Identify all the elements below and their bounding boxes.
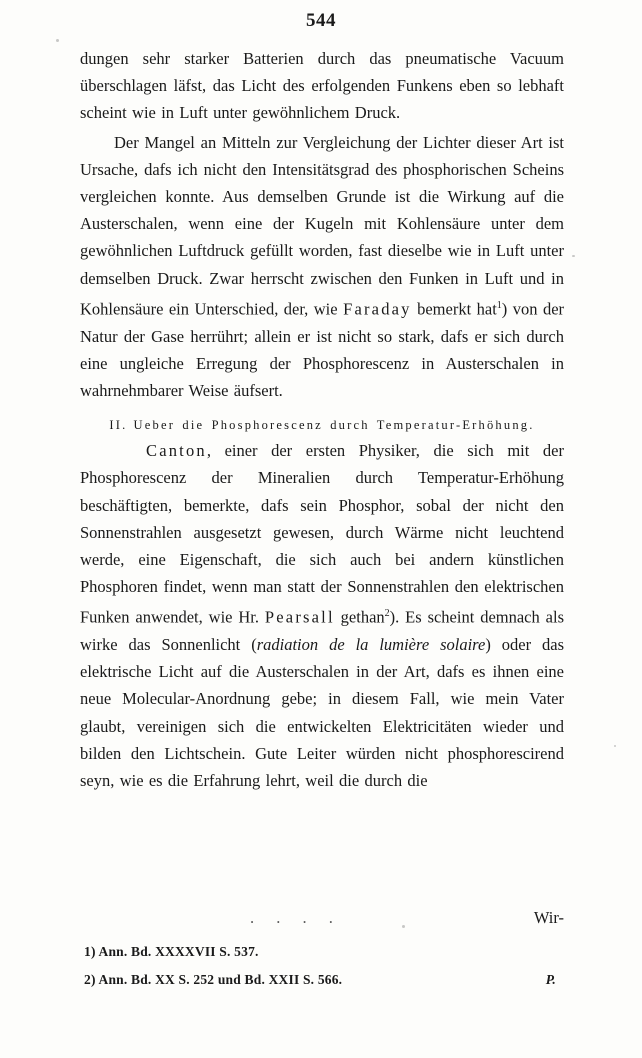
french-phrase: radiation de la lumière solaire xyxy=(256,635,486,655)
paragraph-canton xyxy=(80,437,564,794)
section-title: Ueber die Phosphorescenz durch Temperatur-Erhöhung. xyxy=(133,418,535,433)
page-body xyxy=(80,45,564,794)
paragraph-mangel-text: Der Mangel an Mitteln zur Vergleichung der Lichter dieser Art ist Ursache, dafs ich nicht den Intensitätsgrad des phosphorischen Scheins vergleichen konnte. Aus demselben Grunde ist die Wirkung auf die Austerschalen, wenn eine der Kugeln mit Kohlensäure unter dem gewöhnlichen Luftdruck gefüllt worden, fast dieselbe wie in Luft unter demselben Druck. Zwar herrscht zwischen den Funken in Luft und in Kohlensäure ein Unterschied, der, wie xyxy=(80,132,564,319)
footnote-marker-2[interactable]: 2 xyxy=(384,608,390,620)
footnote-text: Ann. Bd. XXXXVII S. 537. xyxy=(98,944,259,959)
section-number: II. xyxy=(109,418,128,433)
footnote-block xyxy=(84,938,564,994)
footnote-marker-1[interactable]: 1 xyxy=(496,299,502,311)
author-name-canton: Canton xyxy=(146,441,207,461)
footnote-item xyxy=(84,966,564,994)
author-name-faraday: Faraday xyxy=(343,299,412,319)
paragraph-canton-seg4: ) oder das elektrische Licht auf die Austerschalen in der Art, dafs es ihnen eine neue Molecular-Anordnung gebe; in diesem Fall, wie mein Vater glaubt, vereinigen sich die entwickelten Elektricitäten wieder und bilden den Lichtschein. Gute Leiter würden nicht phosphorescirend seyn, wie es die Erfahrung lehrt, weil die durch die xyxy=(80,635,564,791)
page-number: 544 xyxy=(306,10,336,31)
paragraph-canton-seg2: gethan xyxy=(340,607,385,627)
paragraph-continuation: dungen sehr starker Batterien durch das pneumatische Vacuum überschlagen läfst, das Licht des erfolgenden Funkens eben so lebhaft scheint wie in Luft unter gewöhnlichem Druck. xyxy=(80,49,564,123)
footnote-marker: 1) xyxy=(84,944,96,959)
paragraph-mangel-rest: ) von der Natur der Gase herrührt; allein er ist nicht so stark, dafs er sich durch eine ungleiche Erregung der Phosphorescenz in Austerschalen in wahrnehmbarer Weise äufsert. xyxy=(80,299,565,400)
footnote-signature: P. xyxy=(545,972,556,987)
footnote-marker: 2) xyxy=(84,972,96,987)
paper-speck xyxy=(614,745,616,747)
footnote-text: Ann. Bd. XX S. 252 und Bd. XXII S. 566. xyxy=(98,972,343,987)
paragraph-mangel xyxy=(80,129,564,405)
page-stray-marks: . . . . xyxy=(250,908,342,927)
footnote-item xyxy=(84,938,564,966)
paragraph-canton-seg3: ). Es scheint demnach als wirke das Sonnenlicht ( xyxy=(80,607,564,655)
paper-speck xyxy=(56,39,59,42)
paragraph-mangel-after-name: bemerkt hat xyxy=(417,299,497,319)
section-subheading xyxy=(80,418,564,433)
paper-speck xyxy=(572,255,575,257)
catchword: Wir- xyxy=(533,908,564,927)
paragraph-canton-seg1: , einer der ersten Physiker, die sich mit der Phosphorescenz der Mineralien durch Temperatur-Erhöhung beschäftigten, bemerkte, dafs sein Phosphor, sobal der nicht den Sonnenstrahlen ausgesetzt gewesen, durch Wärme nicht leuchtend werde, eine Eigenschaft, die sich auch bei andern künstlichen Phosphoren findet, wenn man statt der Sonnenstrahlen den elektrischen Funken anwendet, wie Hr. xyxy=(80,441,564,627)
author-name-pearsall: Pearsall xyxy=(264,607,335,627)
